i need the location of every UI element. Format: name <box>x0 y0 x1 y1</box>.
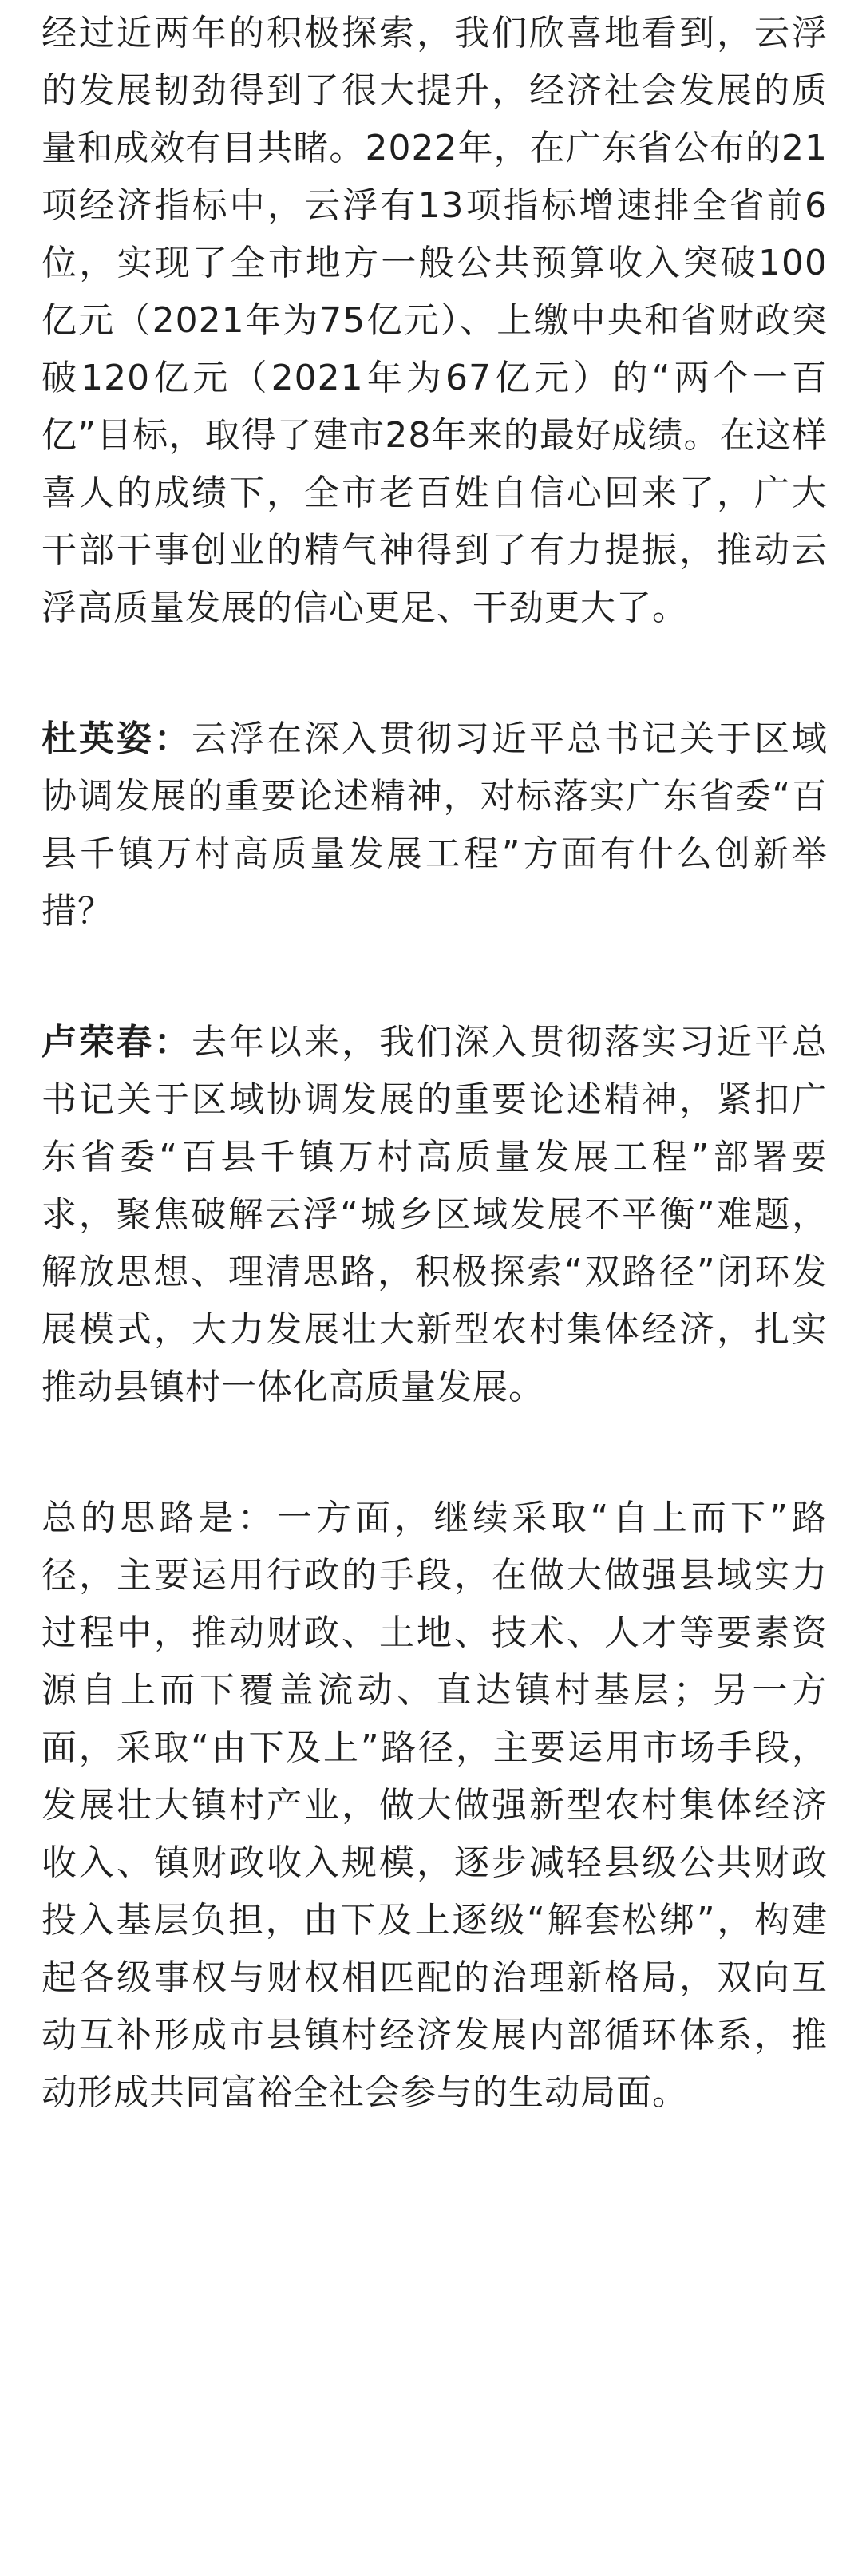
answer-paragraph <box>42 1014 828 1416</box>
paragraph-text: 经过近两年的积极探索，我们欣喜地看到，云浮的发展韧劲得到了很大提升，经济社会发展的质量和成效有目共睹。2022年，在广东省公布的21项经济指标中，云浮有13项指标增速排全省前6位，实现了全市地方一般公共预算收入突破100亿元（2021年为75亿元）、上缴中央和省财政突破120亿元（2021年为67亿元）的“两个一百亿”目标，取得了建市28年来的最好成绩。在这样喜人的成绩下，全市老百姓自信心回来了，广大干部干事创业的精气神得到了有力提振，推动云浮高质量发展的信心更足、干劲更大了。 <box>42 13 828 628</box>
article-body <box>42 0 828 2122</box>
paragraph-text: 去年以来，我们深入贯彻落实习近平总书记关于区域协调发展的重要论述精神，紧扣广东省委“百县千镇万村高质量发展工程”部署要求，聚焦破解云浮“城乡区域发展不平衡”难题，解放思想、理清思路，积极探索“双路径”闭环发展模式，大力发展壮大新型农村集体经济，扎实推动县镇村一体化高质量发展。 <box>42 1022 828 1407</box>
paragraph-spacer <box>42 1416 828 1490</box>
paragraph-spacer <box>42 940 828 1014</box>
paragraph-spacer <box>42 637 828 710</box>
paragraph-text: 总的思路是：一方面，继续采取“自上而下”路径，主要运用行政的手段，在做大做强县域实力过程中，推动财政、土地、技术、人才等要素资源自上而下覆盖流动、直达镇村基层；另一方面，采取“由下及上”路径，主要运用市场手段，发展壮大镇村产业，做大做强新型农村集体经济收入、镇财政收入规模，逐步减轻县级公共财政投入基层负担，由下及上逐级“解套松绑”，构建起各级事权与财权相匹配的治理新格局，双向互动互补形成市县镇村经济发展内部循环体系，推动形成共同富裕全社会参与的生动局面。 <box>42 1498 828 2113</box>
question-paragraph <box>42 710 828 940</box>
strategy-paragraph <box>42 1490 828 2122</box>
paragraph-intro <box>42 5 828 637</box>
speaker-name: 杜英姿： <box>42 718 192 759</box>
speaker-name: 卢荣春： <box>42 1022 192 1062</box>
paragraph-text: 云浮在深入贯彻习近平总书记关于区域协调发展的重要论述精神，对标落实广东省委“百县千镇万村高质量发展工程”方面有什么创新举措？ <box>42 718 828 932</box>
